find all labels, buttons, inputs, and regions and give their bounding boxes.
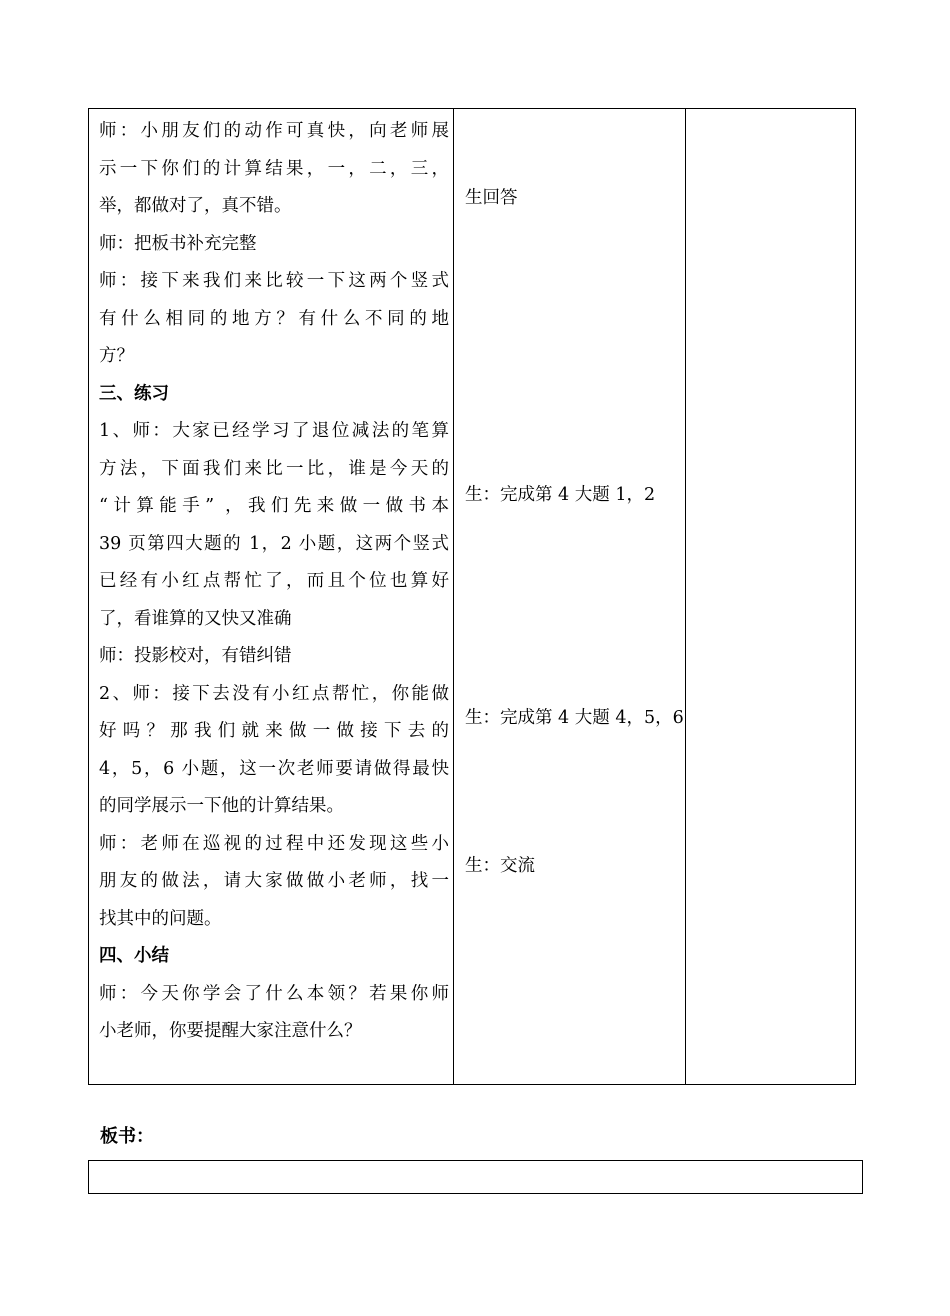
lesson-plan-table — [88, 108, 856, 1085]
student-note-exercise-1-2: 生：完成第 4 大题 1，2 — [465, 485, 656, 505]
teacher-line: 4，5，6 小题，这一次老师要请做得最快 — [99, 758, 449, 779]
teacher-line: 39 页第四大题的 1，2 小题，这两个竖式 — [99, 533, 449, 554]
teacher-line: 师：把板书补充完整 — [99, 233, 257, 254]
teacher-line: 的同学展示一下他的计算结果。 — [99, 796, 344, 816]
teacher-line: 1、师：大家已经学习了退位减法的笔算 — [99, 421, 449, 441]
teacher-line: 师：接下来我们来比较一下这两个竖式 — [99, 271, 449, 291]
teacher-line: 师：投影校对，有错纠错 — [99, 646, 292, 666]
column-divider-teacher-student — [453, 109, 454, 1084]
teacher-line: 已经有小红点帮忙了，而且个位也算好 — [99, 571, 449, 591]
teacher-line: 朋友的做法，请大家做做小老师，找一 — [99, 871, 449, 891]
teacher-line: 师：小朋友们的动作可真快，向老师展 — [99, 121, 449, 141]
teacher-line: 了，看谁算的又快又准确 — [99, 608, 292, 629]
teacher-activity-column — [99, 113, 449, 1051]
board-label: 板书： — [100, 1126, 154, 1147]
teacher-line: “计算能手” ，我们先来做一做书本 — [99, 496, 449, 516]
teacher-line: 师：老师在巡视的过程中还发现这些小 — [99, 833, 449, 854]
teacher-line: 找其中的问题。 — [99, 908, 222, 929]
teacher-line: 有什么相同的地方？有什么不同的地 — [99, 308, 449, 329]
student-note-answer: 生回答 — [465, 188, 518, 208]
teacher-line: 好吗？那我们就来做一做接下去的 — [99, 721, 449, 741]
teacher-line: 2、师：接下去没有小红点帮忙，你能做 — [99, 683, 449, 704]
teacher-line: 小老师，你要提醒大家注意什么？ — [99, 1021, 362, 1041]
student-note-exercise-4-5-6: 生：完成第 4 大题 4，5，6 — [465, 708, 684, 728]
column-divider-student-notes — [685, 109, 686, 1084]
section-heading-summary: 四、小结 — [99, 946, 169, 966]
teacher-line: 方？ — [99, 346, 134, 366]
student-note-discuss: 生：交流 — [465, 856, 535, 876]
teacher-line: 师：今天你学会了什么本领？若果你师 — [99, 983, 449, 1004]
teacher-line: 方法，下面我们来比一比，谁是今天的 — [99, 458, 449, 479]
teacher-line: 举，都做对了，真不错。 — [99, 196, 292, 216]
section-heading-practice: 三、练习 — [99, 383, 169, 404]
teacher-line: 示一下你们的计算结果，一，二，三， — [99, 158, 449, 179]
board-content-box — [88, 1160, 863, 1194]
